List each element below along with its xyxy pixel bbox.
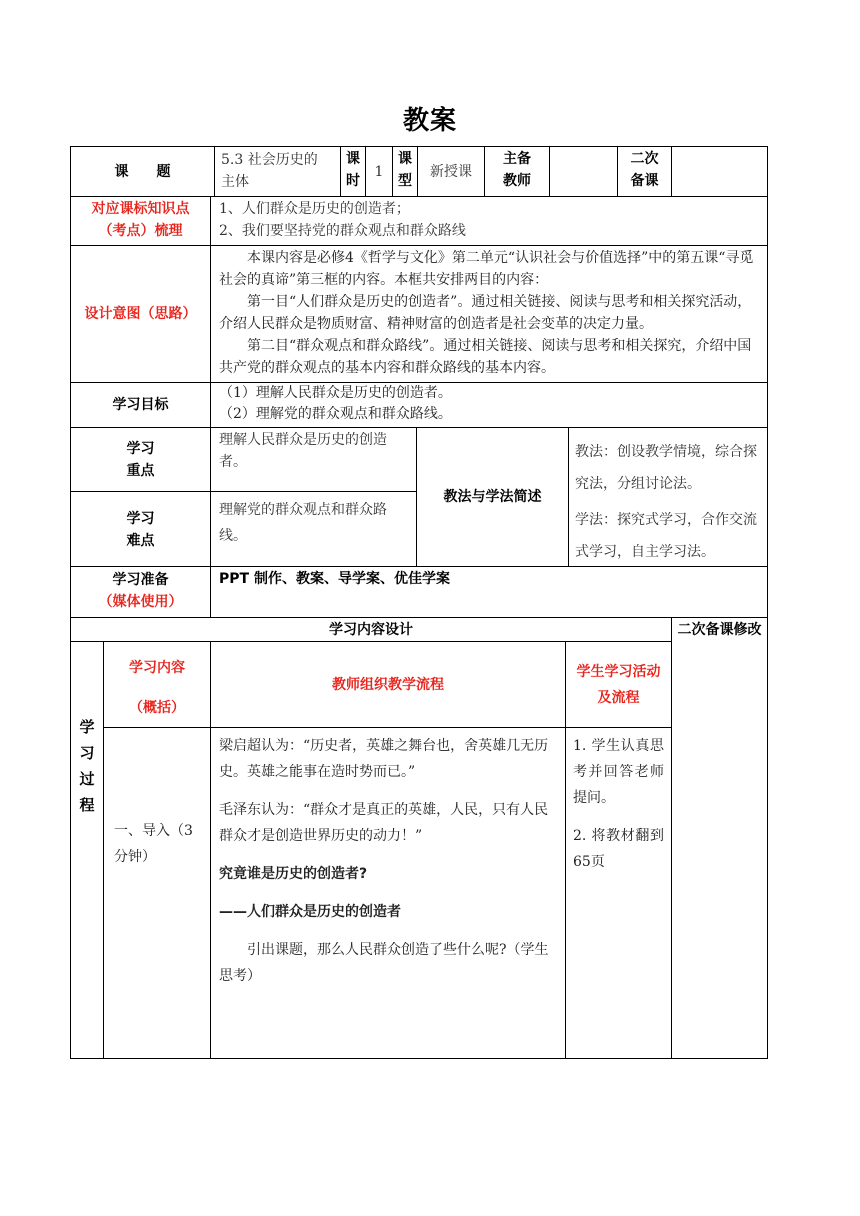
second-prep-label: 二次 备课 — [630, 151, 659, 189]
design-text: 本课内容是必修4《哲学与文化》第二单元“认识社会与价值选择”中的第五课“寻觅社会的真谛”第三框的内容。本框共安排两目的内容： 第一目“人们群众是历史的创造者”。通过相关链接、阅读与思考和相关探究活动，介绍人民群众是物质财富、精神财富的创造者是社会变革的决定力量。 第二目“群众观点和群众路线”。通过相关链接、阅读与思考和相关探究，介绍中国共产党的群众观点的基本内容和群众路线的基本内容。 — [219, 250, 754, 376]
content-design-label: 学习内容设计 — [329, 621, 413, 638]
page-title: 教案 — [402, 106, 457, 136]
list-item: （1）理解人民群众是历史的创造者。 — [219, 385, 452, 401]
course-label: 课 题 — [114, 163, 171, 180]
prep-label: 学习准备 （媒体使用） — [98, 572, 183, 610]
student-flow-head: 学生学习活动及流程 — [576, 663, 661, 706]
difficult-label: 学习 难点 — [126, 511, 155, 549]
revise-label: 二次备课修改 — [677, 622, 762, 638]
content-head: 学习内容 （概括） — [129, 660, 185, 716]
period-value: 1 — [374, 163, 384, 180]
key-label: 学习 重点 — [126, 441, 155, 479]
stage-label: 一、导入（3分钟） — [114, 823, 193, 865]
type-label: 课 型 — [398, 151, 412, 189]
period-label: 课 时 — [346, 151, 360, 189]
methods-text: 教法：创设教学情境，综合探究法，分组讨论法。 学法：探究式学习，合作交流式学习，自主学习法。 — [575, 444, 757, 560]
list-item: 2、我们要坚持党的群众观点和群众路线 — [219, 223, 466, 239]
goals-list — [211, 383, 767, 427]
teacher-flow-head: 教师组织教学流程 — [332, 676, 444, 693]
teacher-value — [550, 147, 617, 196]
type-value: 新授课 — [430, 163, 472, 180]
list-item: （2）理解党的群众观点和群众路线。 — [219, 406, 452, 422]
prep-value: PPT 制作、教案、导学案、优佳学案 — [219, 571, 450, 587]
table-border-right — [767, 146, 768, 1059]
col-line — [671, 617, 672, 1058]
second-prep-value — [672, 147, 767, 196]
goals-label: 学习目标 — [112, 397, 169, 413]
student-flow: 1. 学生认真思考并回答老师提问。 2. 将教材翻到65页 — [573, 738, 664, 870]
list-item: 1、人们群众是历史的创造者； — [219, 201, 410, 217]
process-side-label: 学 习 过 程 — [79, 718, 95, 814]
methods-label: 教法与学法简述 — [443, 489, 542, 505]
table-border-bottom — [70, 1058, 768, 1059]
teacher-label: 主备 教师 — [503, 151, 531, 189]
col-line — [214, 146, 215, 196]
teacher-flow: 梁启超认为：“历史者，英雄之舞台也，舍英雄几无历史。英雄之能事在造时势而已。” 毛泽东认为：“群众才是真正的英雄，人民，只有人民群众才是创造世界历史的动力！” 究竟谁是历史的创造者? ——人们群众是历史的创造者 引出课题，那么人民群众创造了些什么呢?（学生思考） — [219, 738, 549, 984]
key-value: 理解人民群众是历史的创造者。 — [219, 432, 387, 470]
design-label: 设计意图（思路） — [84, 306, 197, 322]
knowledge-list — [211, 198, 767, 245]
knowledge-label: 对应课标知识点 （考点）梳理 — [91, 201, 190, 239]
course-value: 5.3 社会历史的 主体 — [221, 152, 318, 190]
difficult-value: 理解党的群众观点和群众路线。 — [219, 502, 387, 544]
